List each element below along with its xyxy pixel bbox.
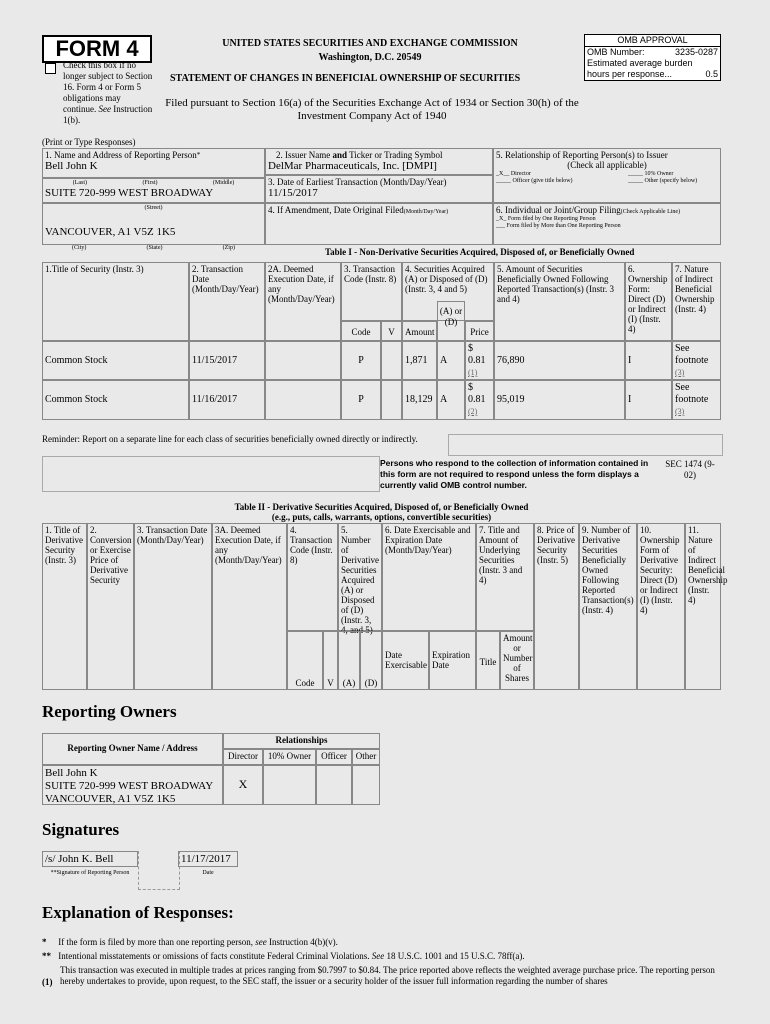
ro-ten-cell [263,765,316,805]
t1-h2a: 2A. Deemed Execution Date, if any (Month/Day/Year) [265,262,341,341]
t1-r1-aord: A [437,341,465,380]
t2-h3a: 3A. Deemed Execution Date, if any (Month/Day/Year) [212,523,287,690]
t1-r2-deemed [265,380,341,420]
signature-label-mark: ** [50,870,57,876]
ten-pct-option: _____ 10% Owner [628,171,674,177]
ro-col-rel: Relationships [223,733,380,749]
signature-label-text: Signature of Reporting Person [56,870,130,876]
t1-r1-owned: 76,890 [494,341,625,380]
t1-r2-price-value: $ 0.81 [468,382,486,405]
ro-col-director: Director [223,749,263,765]
t2-sub-exp: Expiration Date [429,631,476,690]
t1-r2-date: 11/16/2017 [189,380,265,420]
director-option: _X__ Director [496,171,531,177]
t1-sub-price: Price [465,321,494,341]
t1-r1-price [465,341,494,380]
section-5-label: 5. Relationship of Reporting Person(s) to Issuer [496,150,668,160]
t2-sub-title: Title [476,631,500,690]
footnote-dstar-text-a: Intentional misstatements or omissions of facts constitute Federal Criminal Violations. [58,951,370,961]
form-title: FORM 4 [55,36,139,61]
t1-sub-v: V [381,321,402,341]
city-labels [42,245,265,252]
t2-h5: 5. Number of Derivative Securities Acquired (A) or Disposed of (D) (Instr. 3, 4, and 5) [338,523,382,631]
ro-owner-line2: SUITE 720-999 WEST BROADWAY [45,780,214,792]
t2-h3: 3. Transaction Date (Month/Day/Year) [134,523,212,690]
ro-owner-line3: VANCOUVER, A1 V5Z 1K5 [45,793,176,805]
checkbox-text [63,60,155,126]
star-mark: * [196,151,201,159]
section-4-label: 4. If Amendment, Date Original Filed [268,205,404,215]
signature-label [42,870,138,877]
t1-r1-code: P [341,341,381,380]
footnote-1-mark: (1) [42,977,53,987]
section-3-date [265,175,493,203]
t1-r1-v [381,341,402,380]
t1-h7: 7. Nature of Indirect Beneficial Ownership (Instr. 4) [672,262,721,341]
checkbox-label: Check this box if no longer subject to Section 16. Form 4 or Form 5 obligations may continue. [63,60,153,114]
t1-h4: 4. Securities Acquired (A) or Disposed of (D) (Instr. 3, 4 and 5) [402,262,494,321]
ro-col-officer: Officer [316,749,352,765]
ro-col-other: Other [352,749,380,765]
t2-sub-amount: Amount or Number of Shares [500,631,534,690]
section-4-amendment [265,203,493,245]
omb-number: 3235-0287 [674,47,718,57]
footnote-star [42,937,722,948]
reminder-box-left [42,456,380,492]
reminder: Reminder: Report on a separate line for each class of securities beneficially owned directly or indirectly. [42,434,418,444]
t1-r1-amount: 1,871 [402,341,437,380]
omb-number-row [585,47,720,58]
see-italic: See [98,104,111,114]
section-3-label: 3. Date of Earliest Transaction (Month/Day/Year) [268,177,447,187]
t2-h6: 6. Date Exercisable and Expiration Date (Month/Day/Year) [382,523,476,631]
section-6-filing [493,203,721,245]
footnote-dstar-mark: ** [42,951,51,961]
section-2-and: and [332,150,347,160]
print-type: (Print or Type Responses) [42,137,136,147]
section-1-city [42,203,265,245]
t1-h1: 1.Title of Security (Instr. 3) [42,262,189,341]
ro-owner-line1: Bell John K [45,767,98,779]
reminder-box-right [448,434,723,456]
table-1-title: Table I - Non-Derivative Securities Acquired, Disposed of, or Beneficially Owned [325,247,635,257]
omb-title: OMB APPROVAL [585,35,720,47]
t1-r2-amount: 18,129 [402,380,437,420]
name-part-labels [45,180,262,187]
t1-r2-owned: 95,019 [494,380,625,420]
last-label: (Last) [72,180,88,186]
t2-sub-date-ex: Date Exercisable [382,631,429,690]
signature-name: /s/ John K. Bell [42,851,138,867]
t1-r1-price-footnote[interactable]: (1) [468,368,478,377]
signature-date: 11/17/2017 [178,851,238,867]
other-option: _____ Other (specify below) [628,178,698,184]
reporting-person-name: Bell John K [45,160,98,172]
earliest-transaction-date: 11/15/2017 [268,187,318,199]
t1-r1-price-value: $ 0.81 [468,343,486,366]
section-2-issuer [265,148,493,175]
statement-title: STATEMENT OF CHANGES IN BENEFICIAL OWNERSHIP OF SECURITIES [170,73,521,84]
t1-h3: 3. Transaction Code (Instr. 8) [341,262,402,321]
omb-approval-box [584,34,721,81]
officer-option: _____ Officer (give title below) [496,178,573,184]
t1-h5: 5. Amount of Securities Beneficially Owned Following Reported Transaction(s) (Instr. 3 and 4) [494,262,625,341]
middle-label: (Middle) [212,180,235,186]
t1-r1-form: I [625,341,672,380]
omb-hours: 0.5 [705,69,718,79]
section-2-label-b: Ticker or Trading Symbol [349,150,443,160]
ro-col-ten: 10% Owner [263,749,316,765]
footnote-star-text-a: If the form is filed by more than one reporting person, [58,937,253,947]
ro-officer-cell [316,765,352,805]
t1-r2-nature-footnote[interactable]: (3) [675,407,685,416]
t1-sub-aord-cell [437,301,465,341]
footnote-dstar [42,951,722,962]
city-state-zip: VANCOUVER, A1 V5Z 1K5 [45,226,176,238]
ro-col-name: Reporting Owner Name / Address [42,733,223,765]
t1-r2-nature [672,380,721,420]
ro-director-mark: X [223,765,263,805]
t1-r2-form: I [625,380,672,420]
t2-h9: 9. Number of Derivative Securities Beneficially Owned Following Reported Transaction(s) (Instr. 4) [579,523,637,690]
filed-pursuant: Filed pursuant to Section 16(a) of the Securities Exchange Act of 1934 or Section 30(h) of the Investment Company Act of 1940 [165,97,579,122]
instruction-ref: Instruction 1(b). [63,104,153,125]
t2-h4: 4. Transaction Code (Instr. 8) [287,523,338,631]
section-5-relationship [493,148,721,203]
footnote-star-see: see [255,937,267,947]
t1-h6: 6. Ownership Form: Direct (D) or Indirect (I) (Instr. 4) [625,262,672,341]
section-6-label: 6. Individual or Joint/Group Filing [496,205,621,215]
t1-aord-label: (A) or (D) [439,306,463,327]
t1-r1-deemed [265,341,341,380]
t1-r2-price-footnote[interactable]: (2) [468,407,478,416]
filing-more-persons: ___ Form filed by More than One Reporting Person [496,223,621,229]
first-label: (First) [142,180,158,186]
t1-r2-code: P [341,380,381,420]
t2-sub-d: (D) [360,631,382,690]
t2-h10: 10. Ownership Form of Derivative Security: Direct (D) or Indirect (I) (Instr. 4) [637,523,685,690]
table-2-subtitle: (e.g., puts, calls, warrants, options, convertible securities) [271,512,492,522]
footnote-star-mark: * [42,937,47,947]
footnote-dstar-text-b: 18 U.S.C. 1001 and 15 U.S.C. 78ff(a). [386,951,525,961]
agency-name: UNITED STATES SECURITIES AND EXCHANGE COMMISSION [222,38,518,49]
ro-owner-cell [42,765,223,805]
agency-city: Washington, D.C. 20549 [318,52,422,63]
t1-r1-nature-footnote[interactable]: (3) [675,368,685,377]
reporting-owners-heading: Reporting Owners [42,702,177,721]
t1-sub-code: Code [341,321,381,341]
t2-sub-a: (A) [338,631,360,690]
section-1-label: 1. Name and Address of Reporting Person [45,150,197,160]
issuer-name: DelMar Pharmaceuticals, Inc. [DMPI] [268,160,437,172]
t1-r1-nature [672,341,721,380]
omb-burden: Estimated average burden [587,58,693,68]
state-label: (State) [146,245,163,251]
t1-r2-aord: A [437,380,465,420]
t1-r1-date: 11/15/2017 [189,341,265,380]
date-label: Date [202,870,214,876]
footnote-1-text: This transaction was executed in multiple trades at prices ranging from $0.7997 to $0.84. The price reported above reflects the weighted average purchase price. The reporting person hereby undertakes to provide, upon request, to the SEC staff, the issuer or a security holder of the issuer full information regarding the number of shares [60,965,715,986]
relationship-row-1 [496,171,718,178]
t2-h1: 1. Title of Derivative Security (Instr. 3) [42,523,87,690]
t1-h2: 2. Transaction Date (Month/Day/Year) [189,262,265,341]
t1-sub-amount: Amount [402,321,437,341]
t1-r2-v [381,380,402,420]
street-address: SUITE 720-999 WEST BROADWAY [45,187,214,199]
table-2-title: Table II - Derivative Securities Acquired, Disposed of, or Beneficially Owned [234,502,529,512]
t2-sub-code: Code [287,631,323,690]
section-2-label-a: 2. Issuer Name [276,150,331,160]
ro-other-cell [352,765,380,805]
t1-r1-title: Common Stock [42,341,189,380]
street-label: (Street) [144,205,163,211]
section-4-sub: (Month/Day/Year) [403,209,449,215]
signature-gap [138,851,180,890]
filing-one-person: _X_ Form filed by One Reporting Person [496,216,596,222]
footnote-star-text-b: Instruction 4(b)(v). [268,937,338,947]
signatures-heading: Signatures [42,820,120,839]
section-6-sub: (Check Applicable Line) [620,209,681,215]
zip-label: (Zip) [222,245,235,251]
t1-r2-title: Common Stock [42,380,189,420]
omb-number-label: OMB Number: [587,47,645,57]
t1-r2-price [465,380,494,420]
footnote-dstar-see: See [371,951,385,961]
persons-notice: Persons who respond to the collection of information contained in this form are not required to respond unless the form displays a currently valid OMB control number. [380,458,649,490]
sec-number: SEC 1474 (9-02) [665,459,715,480]
relationship-row-2 [496,178,718,185]
omb-hours-row [585,69,720,80]
t2-h8: 8. Price of Derivative Security (Instr. 5) [534,523,579,690]
t2-h11: 11. Nature of Indirect Beneficial Ownership (Instr. 4) [685,523,721,690]
city-label: (City) [72,245,87,251]
explanation-heading: Explanation of Responses: [42,903,234,922]
t2-h2: 2. Conversion or Exercise Price of Derivative Security [87,523,134,690]
t1-r1-nature-value: See footnote [675,343,709,366]
section-1-name [42,148,265,178]
no-longer-subject-checkbox[interactable] [45,63,56,74]
t2-h7: 7. Title and Amount of Underlying Securities (Instr. 3 and 4) [476,523,534,631]
omb-hours-label: hours per response... [587,69,673,79]
section-5-sub: (Check all applicable) [567,160,647,170]
section-1-address [42,178,265,203]
t1-r2-nature-value: See footnote [675,382,709,405]
t2-sub-v: V [323,631,338,690]
